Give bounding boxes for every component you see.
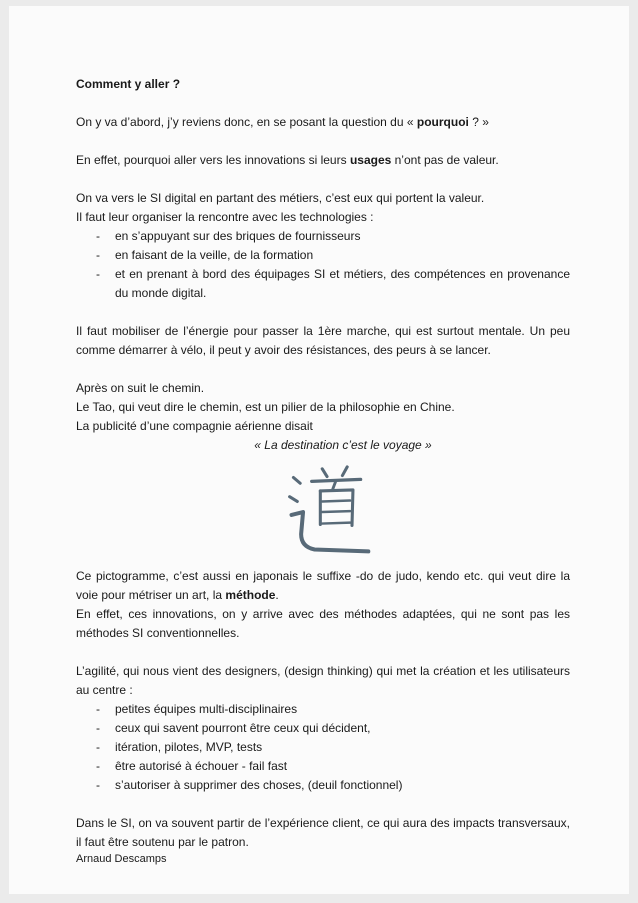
text: ? » — [468, 115, 489, 129]
list-item: - itération, pilotes, MVP, tests — [76, 738, 570, 757]
paragraph-pictogramme — [76, 567, 570, 605]
text: Ce pictogramme, c’est aussi en japonais le suffixe -do de judo, kendo etc. qui veut dire la voie pour métriser un art, la — [76, 569, 570, 602]
list-item: - en faisant de la veille, de la formation — [76, 246, 570, 265]
paragraph-agilite: L’agilité, qui nous vient des designers, (design thinking) qui met la création et les utilisateurs au centre : — [76, 664, 570, 697]
list-item: - en s’appuyant sur des briques de fournisseurs — [76, 227, 570, 246]
technologies-list — [76, 227, 570, 303]
emphasis-methode: méthode — [225, 588, 276, 602]
document-page — [9, 6, 629, 894]
text: n’ont pas de valeur. — [391, 153, 499, 167]
agilite-list — [76, 700, 570, 795]
paragraph-energie: Il faut mobiliser de l’énergie pour passer la 1ère marche, qui est surtout mentale. Un peu comme démarrer à vélo, il peut y avoir des résistances, des peurs à se lancer. — [76, 324, 570, 357]
emphasis-usages: usages — [349, 153, 392, 167]
text: En effet, pourquoi aller vers les innovations si leurs — [76, 153, 350, 167]
section-heading: Comment y aller ? — [76, 77, 181, 91]
paragraph-usages — [76, 151, 570, 170]
paragraph-rencontre: Il faut leur organiser la rencontre avec les technologies : — [76, 210, 374, 224]
page-content — [76, 75, 570, 871]
glyph-container — [76, 465, 570, 561]
paragraph-experience-client: Dans le SI, on va souvent partir de l’expérience client, ce qui aura des impacts transversaux, il faut être soutenu par le patron. — [76, 816, 570, 849]
paragraph-si-digital: On va vers le SI digital en partant des métiers, c’est eux qui portent la valeur. — [76, 191, 485, 205]
text: . — [275, 588, 279, 602]
list-item: - être autorisé à échouer - fail fast — [76, 757, 570, 776]
paragraph-chemin: Après on suit le chemin. — [76, 381, 205, 395]
list-item: - ceux qui savent pourront être ceux qui décident, — [76, 719, 570, 738]
paragraph-tao: Le Tao, qui veut dire le chemin, est un pilier de la philosophie en Chine. — [76, 400, 455, 414]
list-item: - petites équipes multi-disciplinaires — [76, 700, 570, 719]
paragraph-methodes: En effet, ces innovations, on y arrive avec des méthodes adaptées, qui ne sont pas les méthodes SI conventionnelles. — [76, 607, 570, 640]
list-item: - s’autoriser à supprimer des choses, (deuil fonctionnel) — [76, 776, 570, 795]
emphasis-pourquoi: pourquoi — [416, 115, 469, 129]
paragraph-publicite: La publicité d’une compagnie aérienne disait — [76, 419, 313, 433]
quote: « La destination c’est le voyage » — [254, 438, 432, 452]
footer-author: Arnaud Descamps — [76, 853, 167, 865]
text: On y va d’abord, j’y reviens donc, en se posant la question du « — [76, 115, 417, 129]
tao-calligraphy-icon — [280, 465, 376, 561]
paragraph-pourquoi — [76, 113, 570, 132]
list-item: - et en prenant à bord des équipages SI et métiers, des compétences en provenance du monde digital. — [76, 265, 570, 303]
